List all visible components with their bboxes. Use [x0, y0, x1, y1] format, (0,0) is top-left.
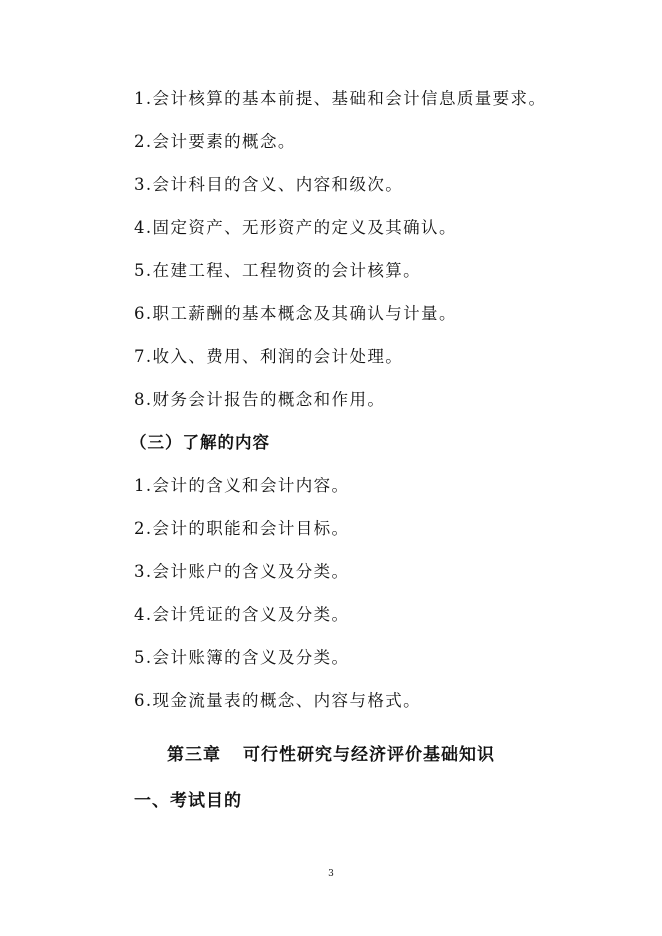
- list-b-item-5: 5.会计账簿的含义及分类。: [134, 648, 350, 667]
- list-b-item-4: 4.会计凭证的含义及分类。: [134, 605, 350, 624]
- chapter-number: 第三章: [167, 745, 221, 765]
- list-b-item-6: 6.现金流量表的概念、内容与格式。: [134, 691, 422, 710]
- list-a-item-8: 8.财务会计报告的概念和作用。: [134, 390, 386, 409]
- page-number: 3: [328, 869, 334, 879]
- list-a-item-4: 4.固定资产、无形资产的定义及其确认。: [134, 218, 457, 237]
- list-a-item-7: 7.收入、费用、利润的会计处理。: [134, 347, 404, 366]
- chapter-heading: [0, 744, 662, 766]
- chapter-title: 可行性研究与经济评价基础知识: [243, 745, 495, 765]
- list-b-item-1: 1.会计的含义和会计内容。: [134, 476, 350, 495]
- list-b-item-2: 2.会计的职能和会计目标。: [134, 519, 350, 538]
- list-a-item-5: 5.在建工程、工程物资的会计核算。: [134, 261, 422, 280]
- list-a-item-3: 3.会计科目的含义、内容和级次。: [134, 175, 404, 194]
- list-a-item-6: 6.职工薪酬的基本概念及其确认与计量。: [134, 304, 457, 323]
- list-a-item-1: 1.会计核算的基本前提、基础和会计信息质量要求。: [134, 89, 547, 108]
- subheading-understand: （三）了解的内容: [130, 433, 270, 452]
- list-a-item-2: 2.会计要素的概念。: [134, 132, 296, 151]
- section-heading: 一、考试目的: [134, 791, 242, 811]
- list-b-item-3: 3.会计账户的含义及分类。: [134, 562, 350, 581]
